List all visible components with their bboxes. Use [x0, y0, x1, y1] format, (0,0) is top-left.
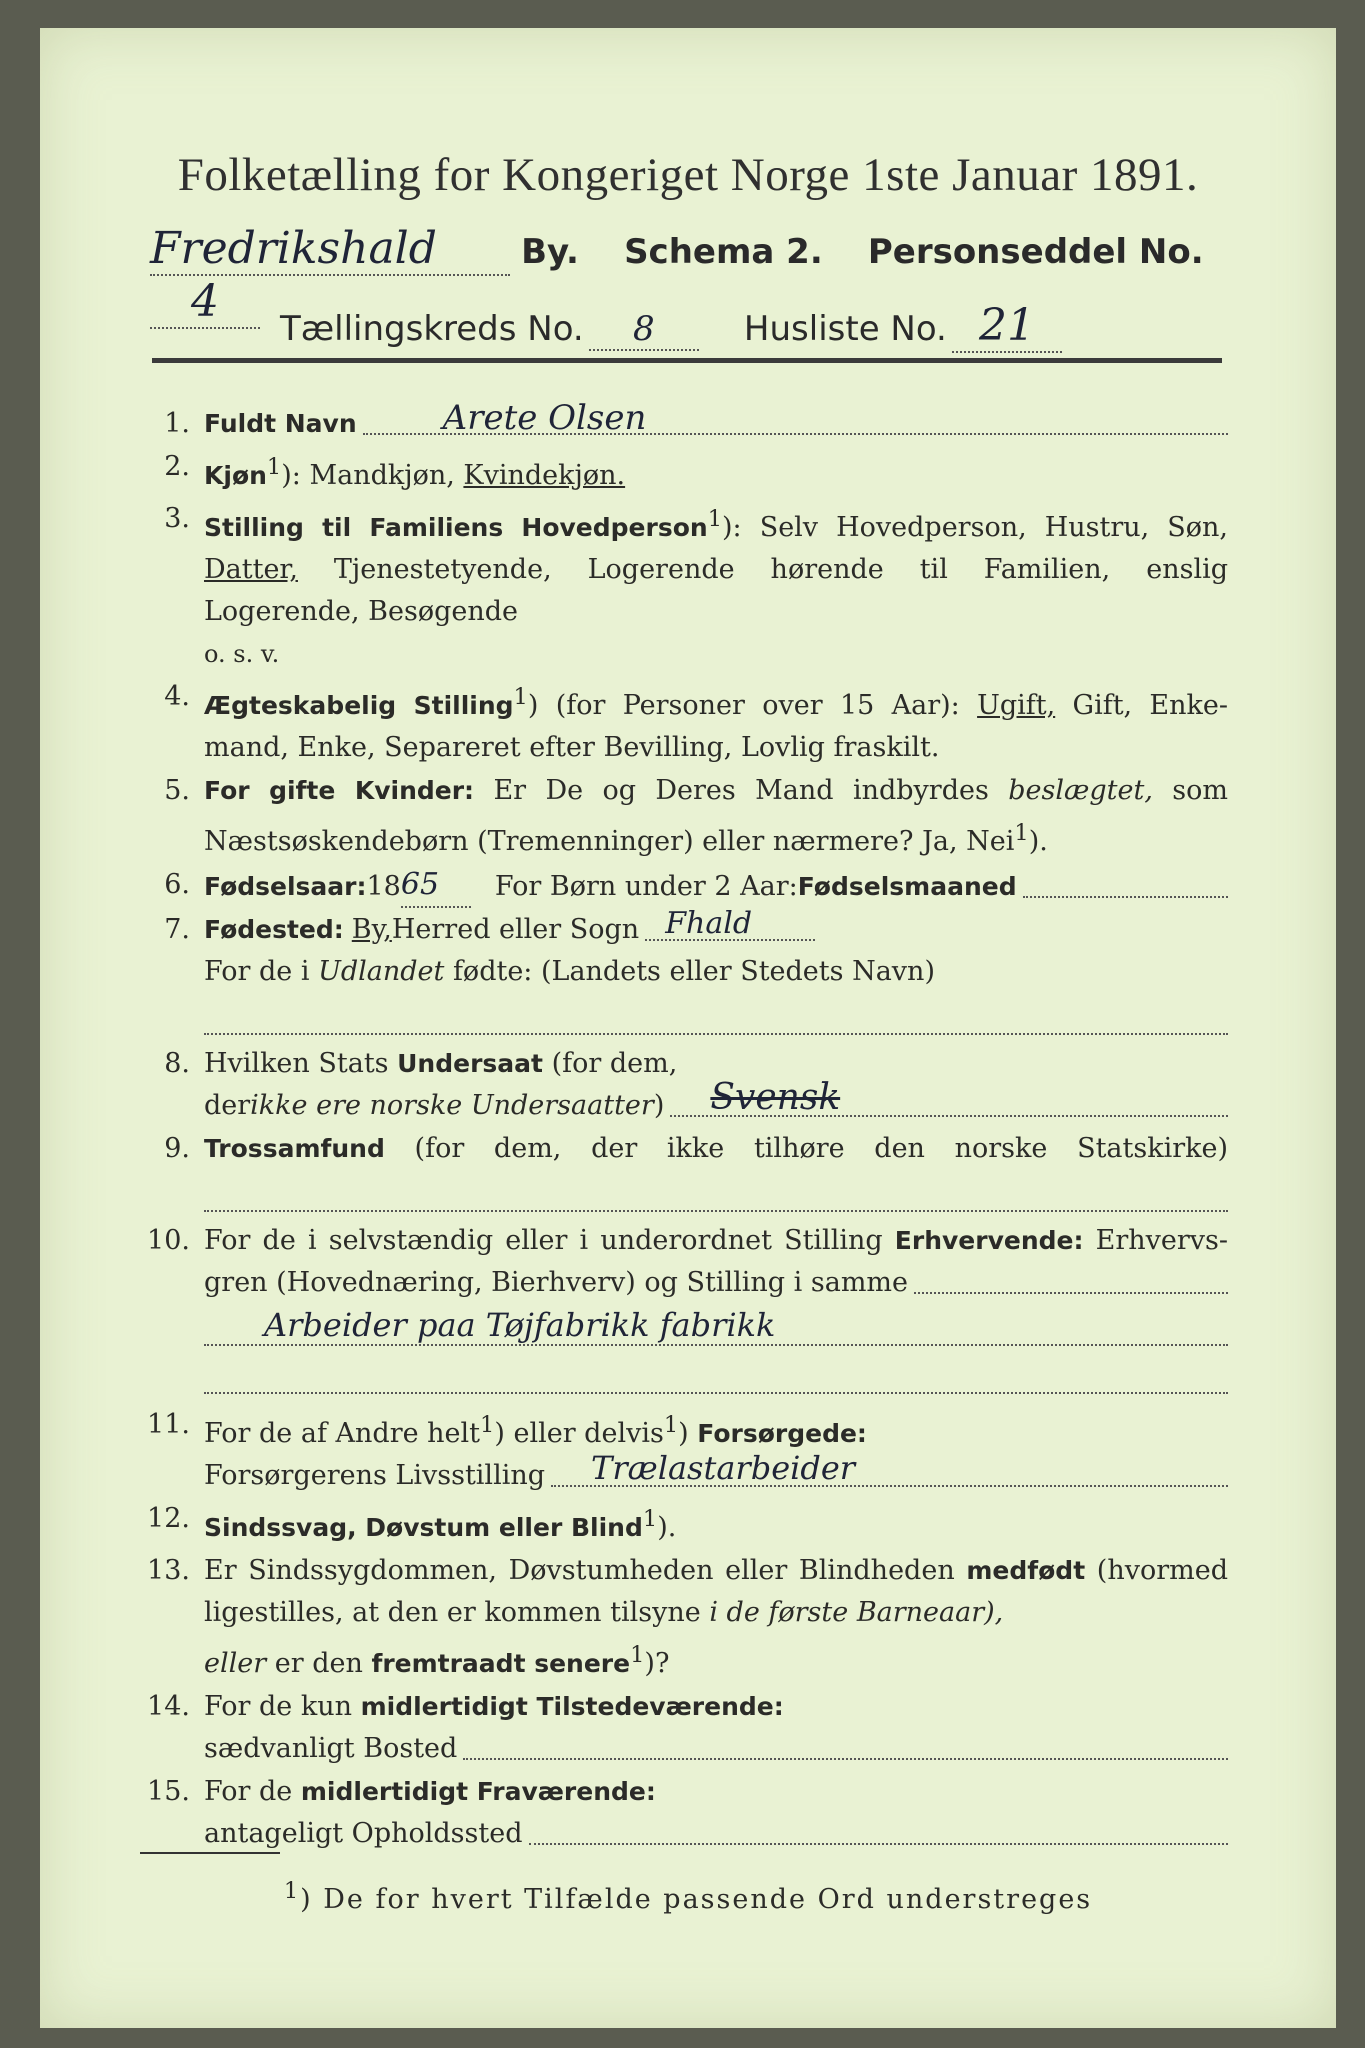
provider-text: Forsørgerens Livsstilling — [204, 1460, 546, 1491]
abroad-word: Udlandet — [318, 956, 445, 987]
item-4 — [138, 676, 1228, 769]
married-women-question-2: Næstsøskendebørn (Tremenninger) eller nærmere? Ja, Nei — [204, 826, 1015, 857]
supported-text: For de af Andre helt — [204, 1418, 481, 1449]
occupation-line — [204, 1304, 1228, 1346]
family-position-options: ): Selv Hovedperson, Hustru, Søn, — [722, 512, 1229, 543]
abroad-blank-line — [204, 993, 1228, 1035]
footnote-text: ) De for hvert Tilfælde passende Ord understreges — [300, 1884, 1093, 1915]
family-position-options-2: Tjenestetyende, Logerende hørende til Familien, enslig — [297, 554, 1228, 585]
item-number: 8. — [164, 1048, 190, 1079]
congenital-text-2: (hvormed — [1085, 1555, 1228, 1586]
marital-status-label: Ægteskabelig Stilling — [204, 691, 514, 720]
birth-year-value: 65 — [401, 864, 471, 908]
item-number: 7. — [164, 914, 190, 945]
family-position-osv: o. s. v. — [204, 640, 280, 668]
usual-residence-text: sædvanligt Bosted — [204, 1733, 458, 1764]
husliste-number: 21 — [952, 300, 1062, 353]
birth-month-label: Fødselsmaaned — [797, 872, 1017, 901]
supported-label: Forsørgede: — [697, 1419, 867, 1448]
occupation-text-2: Erhvervs- — [1083, 1225, 1228, 1256]
item-9 — [138, 1128, 1228, 1212]
congenital-eller: eller — [204, 1648, 267, 1679]
nationality-text-3: der — [204, 1090, 251, 1121]
item-number: 9. — [164, 1133, 190, 1164]
city-handwritten: Fredrikshald — [150, 223, 510, 276]
nationality-label: Undersaat — [397, 1049, 543, 1078]
congenital-italic: i de første Barneaar), — [709, 1597, 1004, 1628]
item-number: 1. — [164, 408, 190, 439]
item-number: 12. — [147, 1503, 190, 1534]
temp-present-label: midlertidigt Tilstedeværende: — [360, 1692, 784, 1721]
footnote-ref: 1 — [630, 1642, 645, 1668]
form-title: Folketælling for Kongeriget Norge 1ste Januar 1891. — [177, 149, 1199, 201]
item-number: 3. — [164, 503, 190, 534]
footnote-ref: 1 — [1014, 820, 1029, 846]
header-line-kreds — [280, 300, 1180, 360]
item-10 — [138, 1220, 1228, 1394]
item-12 — [138, 1498, 1228, 1549]
nationality-italic: ikke ere norske Undersaatter — [250, 1090, 654, 1121]
married-women-question: Er De og Deres Mand indbyrdes — [474, 775, 1009, 806]
personseddel-label: Personseddel No. — [867, 232, 1204, 272]
birth-year-prefix: 18 — [366, 871, 401, 902]
form-items — [138, 398, 1229, 1856]
probable-residence-text: antageligt Opholdssted — [204, 1818, 523, 1849]
husliste-label: Husliste No. — [743, 309, 947, 349]
religion-blank-line — [204, 1170, 1228, 1212]
congenital-text-4: er den — [266, 1648, 372, 1679]
item-11 — [138, 1404, 1228, 1497]
gender-options: ): Mandkjøn, — [281, 460, 464, 491]
abroad-text: For de i — [204, 956, 319, 987]
item-6 — [138, 864, 1228, 908]
later-onset-label: fremtraadt senere — [371, 1649, 631, 1678]
nationality-text-2: (for dem, — [542, 1048, 678, 1079]
temp-absent-label: midlertidigt Fraværende: — [300, 1777, 656, 1806]
item-number: 6. — [164, 869, 190, 900]
abroad-text-2: fødte: (Landets eller Stedets Navn) — [444, 956, 935, 987]
married-women-som: som — [1152, 775, 1229, 806]
census-form-sheet — [40, 28, 1336, 2028]
married-women-related: beslægtet, — [1008, 775, 1153, 806]
supported-text-2: ) eller delvis — [494, 1418, 664, 1449]
religion-text: (for dem, der ikke tilhøre den norske Statskirke) — [384, 1133, 1228, 1164]
item-number: 13. — [147, 1555, 190, 1586]
congenital-text: Er Sindssygdommen, Døvstumheden eller Blindheden — [204, 1555, 967, 1586]
item-14 — [138, 1686, 1228, 1770]
kreds-label: Tællingskreds No. — [280, 309, 584, 349]
occupation-text: For de i selvstændig eller i underordnet Stilling — [204, 1225, 895, 1256]
birthplace-options: Herred eller Sogn — [391, 914, 640, 945]
footnote-ref: 1 — [642, 1506, 658, 1532]
footnote-ref: 1 — [663, 1412, 679, 1438]
disability-label: Sindssvag, Døvstum eller Blind — [204, 1513, 643, 1542]
footnote-ref: 1 — [707, 506, 723, 532]
birthplace-label: Fødested: — [204, 915, 344, 944]
item-number: 5. — [164, 775, 190, 806]
religion-label: Trossamfund — [204, 1134, 385, 1163]
nationality-text: Hvilken Stats — [204, 1048, 398, 1079]
family-position-options-3: Logerende, Besøgende — [204, 596, 518, 627]
marital-status-options-2: mand, Enke, Separeret efter Bevilling, Lovlig fraskilt. — [204, 732, 940, 763]
supported-text-3: ) — [678, 1418, 698, 1449]
footnote — [40, 1878, 1336, 1915]
full-name-label: Fuldt Navn — [204, 409, 357, 438]
footnote-ref: 1 — [513, 684, 528, 710]
marital-status-text: ) (for Personer over 15 Aar): — [527, 690, 978, 721]
item-number: 11. — [147, 1409, 190, 1440]
birthplace-value: Fhald — [665, 906, 753, 941]
item-number: 15. — [147, 1776, 190, 1807]
nationality-value: Svensk — [710, 1077, 841, 1118]
married-women-end: ). — [1028, 826, 1048, 857]
item-number: 10. — [147, 1225, 190, 1256]
birthplace-selected: By, — [351, 914, 392, 945]
footnote-ref: 1 — [480, 1412, 495, 1438]
congenital-text-3: ligestilles, at den er kommen tilsyne — [204, 1597, 710, 1628]
schema-label: Schema 2. — [624, 232, 823, 272]
kreds-number: 8 — [589, 309, 699, 351]
disability-end: ). — [657, 1512, 677, 1543]
item-2 — [138, 446, 1228, 497]
provider-value: Trælastarbeider — [591, 1449, 856, 1487]
marital-status-options: Gift, Enke- — [1055, 690, 1228, 721]
gender-label: Kjøn — [204, 461, 267, 490]
birth-month-text: For Børn under 2 Aar: — [494, 871, 798, 902]
item-5 — [138, 770, 1228, 863]
footnote-divider — [140, 1852, 280, 1854]
marital-status-selected: Ugift, — [977, 690, 1056, 721]
footnote-ref: 1 — [266, 454, 282, 480]
married-women-label: For gifte Kvinder: — [204, 776, 475, 805]
occupation-blank-line — [204, 1352, 1228, 1394]
occupation-value: Arbeider paa Tøjfabrikk fabrikk — [264, 1306, 776, 1344]
item-13 — [138, 1550, 1228, 1685]
item-1 — [138, 398, 1228, 445]
occupation-text-3: gren (Hovednæring, Bierhverv) og Stilling i samme — [204, 1267, 909, 1298]
item-number: 2. — [164, 451, 190, 482]
item-number: 4. — [164, 681, 190, 712]
item-8 — [138, 1043, 1228, 1127]
footnote-mark: 1 — [283, 1878, 301, 1904]
temp-present-text: For de kun — [204, 1691, 361, 1722]
item-number: 14. — [147, 1691, 190, 1722]
gender-selected: Kvindekjøn. — [463, 460, 626, 491]
congenital-end: )? — [644, 1648, 670, 1679]
nationality-end: ) — [653, 1090, 665, 1121]
temp-absent-text: For de — [204, 1776, 301, 1807]
birth-year-label: Fødselsaar: — [204, 872, 367, 901]
full-name-value: Arete Olsen — [442, 398, 647, 438]
congenital-label: medfødt — [966, 1556, 1086, 1585]
family-position-label: Stilling til Familiens Hovedperson — [204, 513, 708, 542]
item-7 — [138, 906, 1228, 1035]
occupation-label: Erhvervende: — [894, 1226, 1084, 1255]
by-label: By. — [521, 232, 579, 272]
header-divider — [152, 358, 1222, 363]
family-position-selected: Datter, — [204, 554, 298, 585]
personseddel-number: 4 — [150, 276, 260, 329]
item-15 — [138, 1771, 1228, 1855]
item-3 — [138, 498, 1228, 675]
